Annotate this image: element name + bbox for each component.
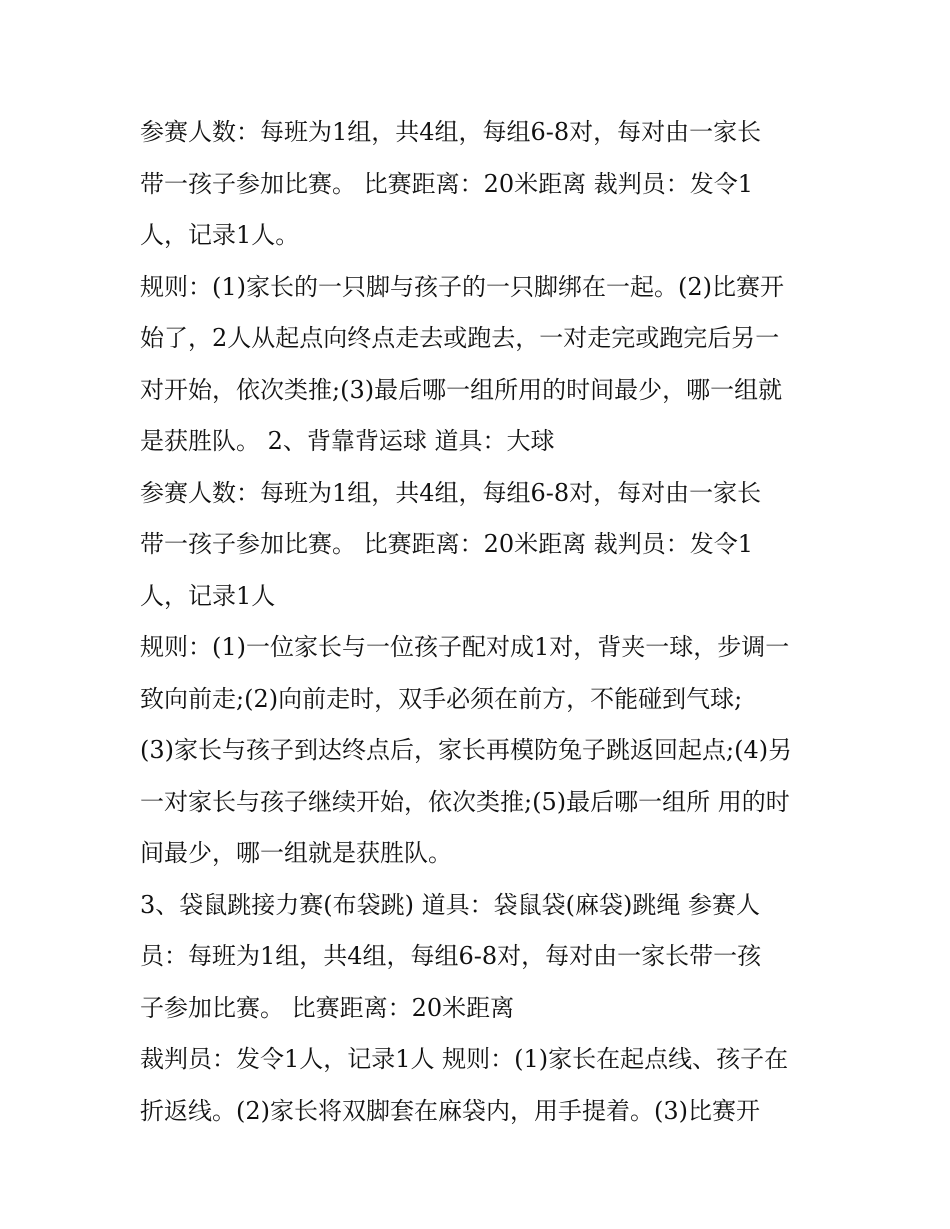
text-line: 一对家长与孩子继续开始，依次类推;(5)最后哪一组所 用的时 — [140, 787, 790, 816]
text-line: 致向前走;(2)向前走时，双手必须在前方，不能碰到气球; — [140, 684, 743, 713]
text-line: 人，记录1人。 — [140, 221, 300, 249]
document-page — [140, 107, 830, 1137]
text-line: 带一孩子参加比赛。 比赛距离：20米距离 裁判员：发令1 — [140, 530, 754, 558]
text-line: 间最少，哪一组就是获胜队。 — [140, 839, 452, 867]
text-line: 参赛人数：每班为1组，共4组，每组6-8对，每对由一家长 — [140, 478, 762, 507]
text-line: 规则：(1)家长的一只脚与孩子的一只脚绑在一起。(2)比赛开 — [140, 272, 784, 301]
text-line: 始了，2人从起点向终点走去或跑去，一对走完或跑完后另一 — [140, 324, 780, 352]
text-line: 带一孩子参加比赛。 比赛距离：20米距离 裁判员：发令1 — [140, 169, 754, 198]
text-line: 是获胜队。 2、背靠背运球 道具：大球 — [140, 427, 555, 455]
text-line: 裁判员：发令1人，记录1人 规则：(1)家长在起点线、孩子在 — [140, 1045, 789, 1073]
text-line: 折返线。(2)家长将双脚套在麻袋内，用手提着。(3)比赛开 — [140, 1096, 760, 1125]
text-line: 对开始，依次类推;(3)最后哪一组所用的时间最少，哪一组就 — [140, 375, 783, 404]
text-line: 子参加比赛。 比赛距离：20米距离 — [140, 993, 515, 1022]
text-line: 规则：(1)一位家长与一位孩子配对成1对，背夹一球，步调一 — [140, 633, 790, 661]
text-line: 人，记录1人 — [140, 581, 276, 610]
text-line: 3、袋鼠跳接力赛(布袋跳) 道具：袋鼠袋(麻袋)跳绳 参赛人 — [140, 890, 760, 919]
text-line: 参赛人数：每班为1组，共4组，每组6-8对，每对由一家长 — [140, 118, 762, 146]
text-line: 员：每班为1组，共4组，每组6-8对，每对由一家长带一孩 — [140, 942, 762, 970]
text-line: (3)家长与孩子到达终点后，家长再模防兔子跳返回起点;(4)另 — [140, 736, 793, 764]
